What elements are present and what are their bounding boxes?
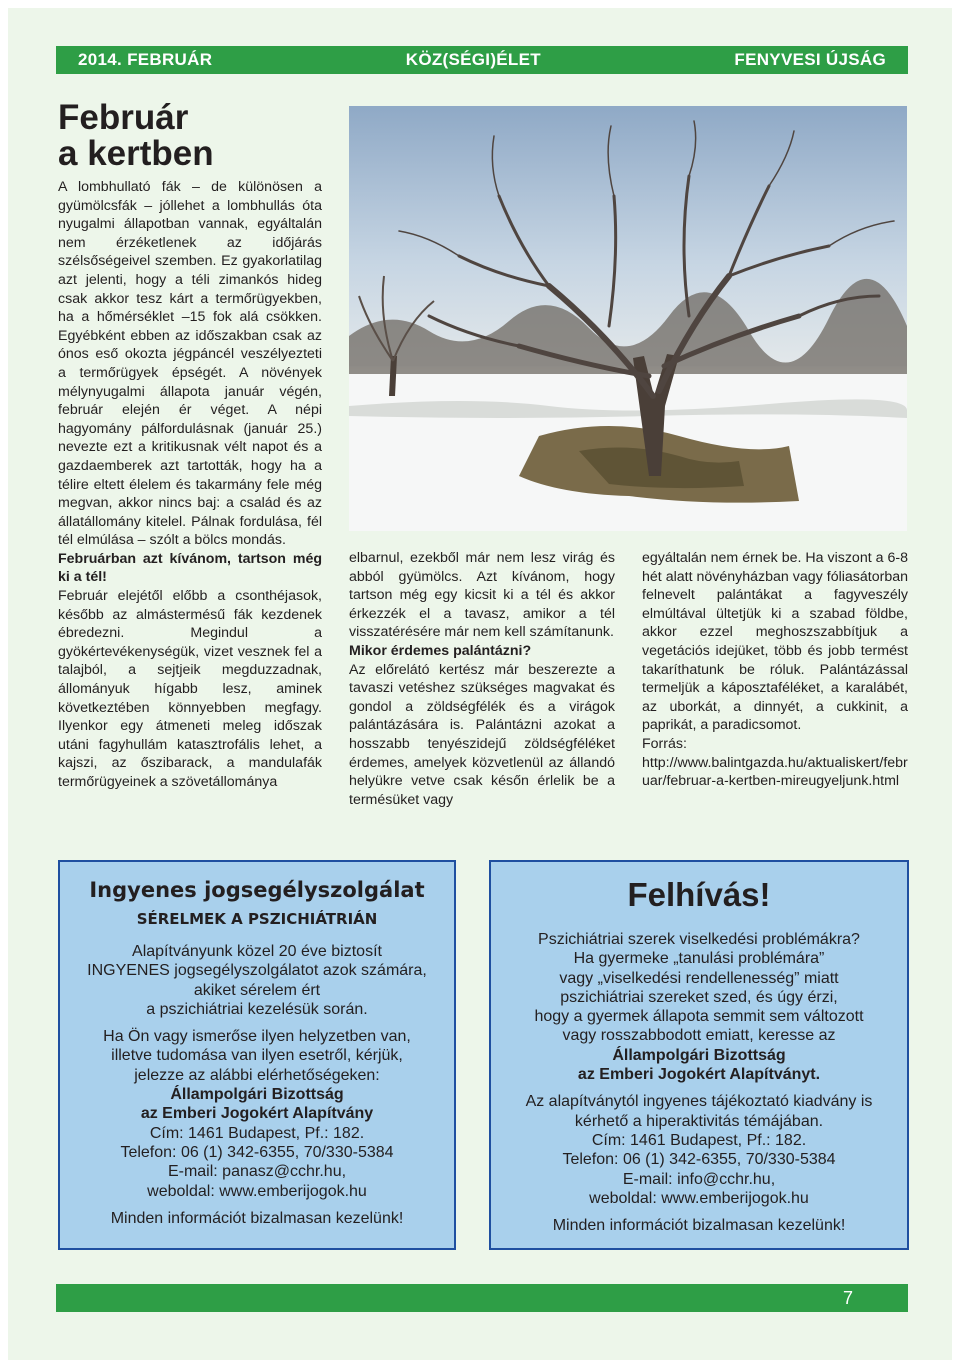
website[interactable]: weboldal: www.emberijogok.hu — [147, 1182, 367, 1200]
org-name: Állampolgári Bizottság — [612, 1046, 786, 1064]
title-line-2: a kertben — [58, 134, 214, 173]
header-publication: FENYVESI ÚJSÁG — [734, 50, 886, 69]
website[interactable]: weboldal: www.emberijogok.hu — [589, 1189, 809, 1207]
text-line: Az alapítványtól ingyenes tájékoztató kiadvány is — [525, 1093, 873, 1111]
text-line: Alapítványunk közel 20 éve biztosít — [132, 943, 382, 960]
text-line: a pszichiátriai kezelésük során. — [146, 1000, 368, 1018]
email[interactable]: E-mail: panasz@cchr.hu, — [167, 1163, 347, 1181]
address: Cím: 1461 Budapest, Pf.: 182. — [591, 1131, 807, 1149]
header-section: KÖZ(SÉGI)ÉLET — [405, 50, 541, 69]
article-column-1 — [58, 178, 322, 792]
page-number: 7 — [842, 1288, 853, 1308]
org-name: az Emberi Jogokért Alapítvány — [140, 1105, 374, 1123]
paragraph: egyáltalán nem érnek be. Ha viszont a 6-8 hét alatt növényházban vagy fóliasátorban felnevelt palántákat a fagyveszély elmúltával ültetjük ki a szabad földbe, akkor ezzel meghoszszabbítjuk a vegetációs idejüket, több és jobb termést takaríthatunk be róluk. Palántázással termeljük a káposztaféléket, a karalábét, az uborkát, a dinnyét, a cukkinit, a paprikát, a paradicsomot. — [642, 550, 908, 734]
text-line: pszichiátriai szereket szed, és úgy érzi, — [560, 988, 838, 1006]
text-line: Pszichiátriai szerek viselkedési problémákra? — [538, 931, 860, 948]
title-line-1: Február — [58, 98, 189, 137]
box-footer: Minden információt bizalmasan kezelünk! — [552, 1217, 846, 1235]
text-line: akiket sérelem ért — [193, 981, 321, 999]
text-line: Ha gyermeke „tanulási problémára” — [573, 950, 825, 968]
phone: Telefon: 06 (1) 342-6355, 70/330-5384 — [562, 1151, 836, 1169]
paragraph: A lombhullató fák – de különösen a gyümölcsfák – jóllehet a lombhullás óta nyugalmi állapotban vannak, egyáltalán nem érzéketlenek az időjárás szélsőségeivel szemben. Ez gyakorlatilag azt jelenti, hogy a téli zimankós hideg csak akkor tesz kárt a termőrügyekben, ha a hőmérséklet –15 fok alá csökken. Egyébként ebben az időszakban csak az ónos eső okozta jégpáncél veszélyezteti a termőrügyek épségét. A növények mélynyugalmi állapota január végén, február elején ér véget. A népi hagyomány pálfordulásnak (január 25.) nevezte ezt a kritikusnak vélt napot és a gazdaemberek azt tartották, hogy ha a télire eltett élelem és takarmány fele még megvan, akkor nincs baj: a család és az állatállomány kitelel. Pálnak fordulása, fél tél elmúlása – szólt a bölcs mondás. — [58, 179, 322, 549]
text-line: kérhető a hiperaktivitás témájában. — [574, 1112, 824, 1130]
article-title — [58, 100, 338, 172]
org-name: az Emberi Jogokért Alapítványt. — [577, 1066, 821, 1084]
orchard-photo — [349, 106, 907, 531]
org-name: Állampolgári Bizottság — [170, 1086, 344, 1104]
box-title: Ingyenes jogsegélyszolgálat — [89, 878, 425, 902]
legal-aid-box — [58, 860, 456, 1250]
text-line: Ha Ön vagy ismerőse ilyen helyzetben van, — [103, 1028, 411, 1046]
appeal-box — [489, 860, 909, 1250]
text-line: INGYENES jogsegélyszolgálatot azok számára, — [87, 962, 427, 980]
email[interactable]: E-mail: info@cchr.hu, — [622, 1170, 776, 1188]
subheading: Februárban azt kívánom, tartson még ki a tél! — [58, 550, 322, 586]
text-line: vagy „viselkedési rendellenesség” miatt — [559, 969, 839, 987]
article-column-2 — [349, 549, 615, 809]
paragraph: elbarnul, ezekből már nem lesz virág és abból gyümölcs. Azt kívánom, hogy tartson még egy kicsit ki a tél és akkor érkezzék el a tavasz, amikor a tél visszatérésére már nem kell számítanunk. — [349, 550, 615, 641]
subheading: Mikor érdemes palántázni? — [349, 642, 532, 659]
footer-bar — [56, 1284, 908, 1312]
source-link[interactable]: http://www.balintgazda.hu/aktualiskert/februar/februar-a-kertben-mireugyeljunk.html — [642, 754, 908, 790]
text-line: vagy rosszabbodott emiatt, keresse az — [562, 1027, 836, 1045]
text-line: hogy a gyermek állapota semmit sem változott — [534, 1008, 864, 1026]
article-column-3 — [642, 549, 908, 791]
phone: Telefon: 06 (1) 342-6355, 70/330-5384 — [120, 1143, 394, 1161]
source-label: Forrás: — [642, 735, 687, 752]
address: Cím: 1461 Budapest, Pf.: 182. — [149, 1124, 365, 1142]
box-title: Felhívás! — [627, 876, 771, 913]
header-bar — [56, 46, 908, 74]
box-subtitle: SÉRELMEK A PSZICHIÁTRIÁN — [136, 910, 378, 928]
box-footer: Minden információt bizalmasan kezelünk! — [110, 1209, 404, 1227]
text-line: jelezze az alábbi elérhetőségeken: — [134, 1066, 380, 1084]
paragraph: Február elejétől előbb a csonthéjasok, később az almástermésű fák kezdenek ébredezni. Megindul a gyökértevékenységük, vizet vesznek fel a talajból, a sejtjeik megduzzadnak, állományuk hígabb lesz, aminek következtében könnyebben megfagy. Ilyenkor egy átmeneti meleg időszak utáni fagyhullám katasztrofális lehet, a kajszi, az őszibarack, a mandulafák termőrügyeinek a szövetállománya — [58, 588, 322, 790]
paragraph: Az előrelátó kertész már beszerezte a tavaszi vetéshez szükséges magvakat és gondol a zöldségfélék és a virágok palántázására is. Palántázni azokat a hosszabb tenyészidejű zöldségféléket érdemes, amelyek közvetlenül az állandó helyükre vetve csak későn érlelik be a termésüket vagy — [349, 661, 615, 808]
text-line: illetve tudomása van ilyen esetről, kérjük, — [111, 1047, 403, 1065]
header-date: 2014. FEBRUÁR — [78, 50, 213, 69]
